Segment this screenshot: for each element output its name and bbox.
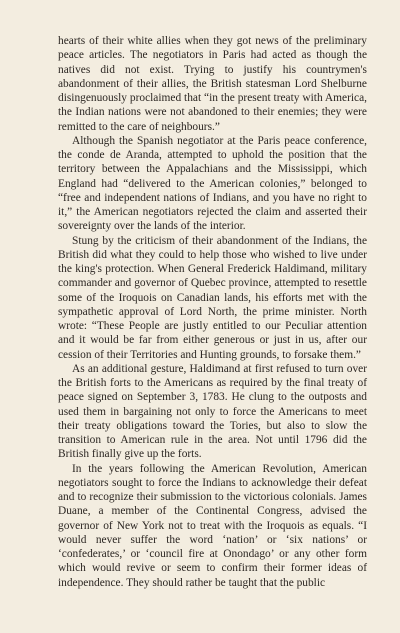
paragraph: As an additional gesture, Haldimand at first refused to turn over the British forts to the Americans as required by the final treaty of peace signed on September 3, 1783. He clung to the outposts and used them in bargaining not only to force the Americans to meet their treaty obligations toward the Tories, but also to slow the transition to American rule in the area. Not until 1796 did the British finally give up the forts. bbox=[58, 362, 367, 461]
paragraph: Although the Spanish negotiator at the Paris peace conference, the conde de Aranda, attempted to uphold the position that the territory between the Appalachians and the Mississippi, which England had “delivered to the American colonies,” belonged to “free and independent nations of Indians, and you have no right to it,” the American negotiators rejected the claim and asserted their sovereignty over the lands of the interior. bbox=[58, 134, 367, 233]
body-text bbox=[58, 34, 367, 590]
paragraph: Stung by the criticism of their abandonment of the Indians, the British did what they could to help those who wished to live under the king's protection. When General Frederick Haldimand, military commander and governor of Quebec province, attempted to resettle some of the Iroquois on Canadian lands, his efforts met with the sympathetic approval of Lord North, the prime minister. North wrote: “These People are justly entitled to our Peculiar attention and it would be far from either generous or just in us, after our cession of their Territories and Hunting grounds, to forsake them.” bbox=[58, 234, 367, 361]
paragraph: In the years following the American Revolution, American negotiators sought to force the Indians to acknowledge their defeat and to recognize their submission to the victorious colonials. James Duane, a member of the Continental Congress, advised the governor of New York not to treat with the Iroquois as equals. “I would never suffer the word ‘nation’ or ‘six nations’ or ‘confederates,’ or ‘council fire at Onondago’ or any other form which would revive or seem to confirm their former ideas of independence. They should rather be taught that the public bbox=[58, 462, 367, 589]
paragraph: hearts of their white allies when they got news of the preliminary peace articles. The negotiators in Paris had acted as though the natives did not exist. Trying to justify his countrymen's abandonment of their allies, the British statesman Lord Shelburne disingenuously proclaimed that “in the present treaty with America, the Indian nations were not abandoned to their enemies; they were remitted to the care of neighbours.” bbox=[58, 35, 367, 133]
